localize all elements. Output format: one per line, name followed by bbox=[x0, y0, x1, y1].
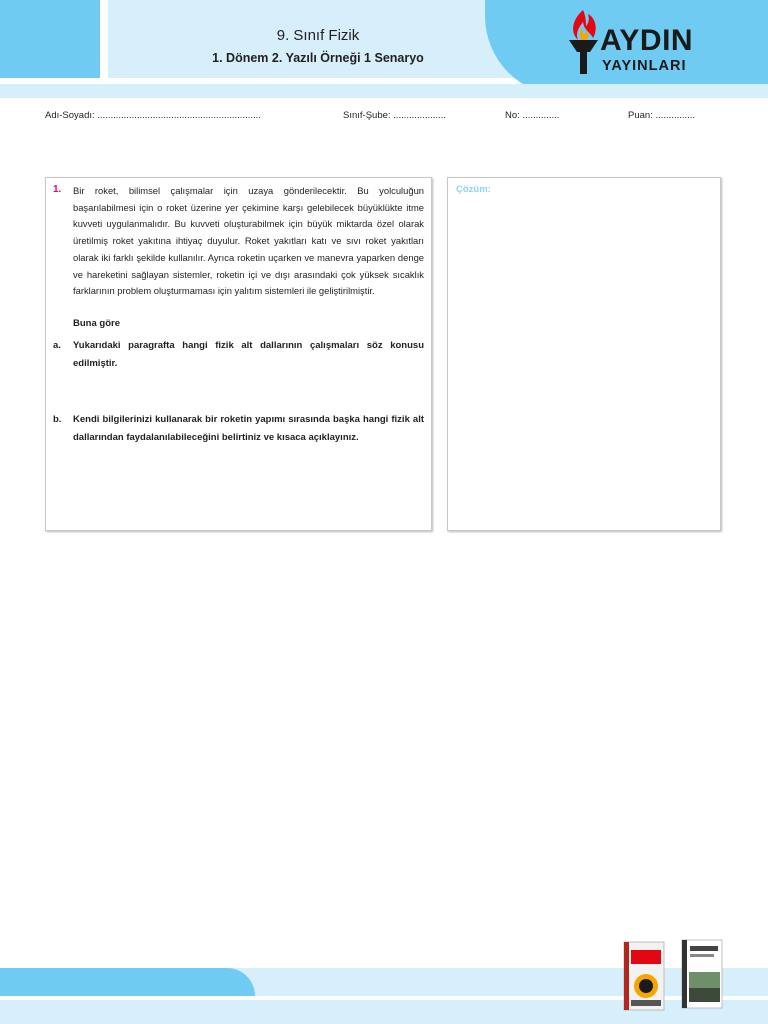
page-subtitle: 1. Dönem 2. Yazılı Örneği 1 Senaryo bbox=[212, 51, 424, 65]
question-text: Bir roket, bilimsel çalışmalar için uzaya gönderilecektir. Bu yolculuğun başarılabilmesi için o roket üzerine yer çekimine karşı gelebilecek büyüklükte itme kuvveti uygulanmalıdır. Bu kuvveti oluşturabilmek için büyük miktarda özel olarak üretilmiş roket yakıtına ihtiyaç duyulur. Roket yakıtları katı ve sıvı roket yakıtları olarak iki farklı şekilde kullanılır. Ayrıca roketin uçarken ve manevra yaparken denge ve hareketini sağlayan sistemler, roketin içi ve dışı arasındaki çok yüksek sıcaklık farklarının problem oluşturmaması için yalıtım sistemleri ile geliştirilmiştir. bbox=[73, 185, 424, 297]
score-field: Puan: ............... bbox=[628, 110, 696, 121]
logo-subtitle-text: YAYINLARI bbox=[602, 58, 687, 74]
solution-box[interactable] bbox=[447, 177, 721, 531]
part-b-label: b. bbox=[53, 414, 62, 425]
part-a-text: Yukarıdaki paragrafta hangi fizik alt dallarının çalışmaları söz konusu edilmiştir. bbox=[73, 340, 424, 369]
solution-label: Çözüm: bbox=[456, 184, 491, 195]
question-box bbox=[45, 177, 432, 531]
page-title: 9. Sınıf Fizik bbox=[276, 27, 360, 44]
question-lead: Buna göre bbox=[73, 318, 120, 329]
part-a-label: a. bbox=[53, 340, 61, 351]
part-b-text: Kendi bilgilerinizi kullanarak bir roketin yapımı sırasında başka hangi fizik alt dallarından faydalanılabileceğini belirtiniz ve kısaca açıklayınız. bbox=[73, 414, 424, 443]
footer-band-left bbox=[0, 968, 255, 996]
header-divider-band bbox=[0, 84, 768, 98]
number-field: No: .............. bbox=[505, 110, 560, 121]
book-cover-icon bbox=[680, 938, 726, 1010]
header-band-left bbox=[0, 0, 100, 78]
class-field: Sınıf-Şube: .................... bbox=[343, 110, 446, 121]
book-cover-icon bbox=[622, 940, 668, 1012]
question-number: 1. bbox=[53, 184, 62, 195]
name-field: Adı-Soyadı: .............................................................. bbox=[45, 110, 261, 121]
logo-brand-text: AYDIN bbox=[600, 24, 694, 57]
